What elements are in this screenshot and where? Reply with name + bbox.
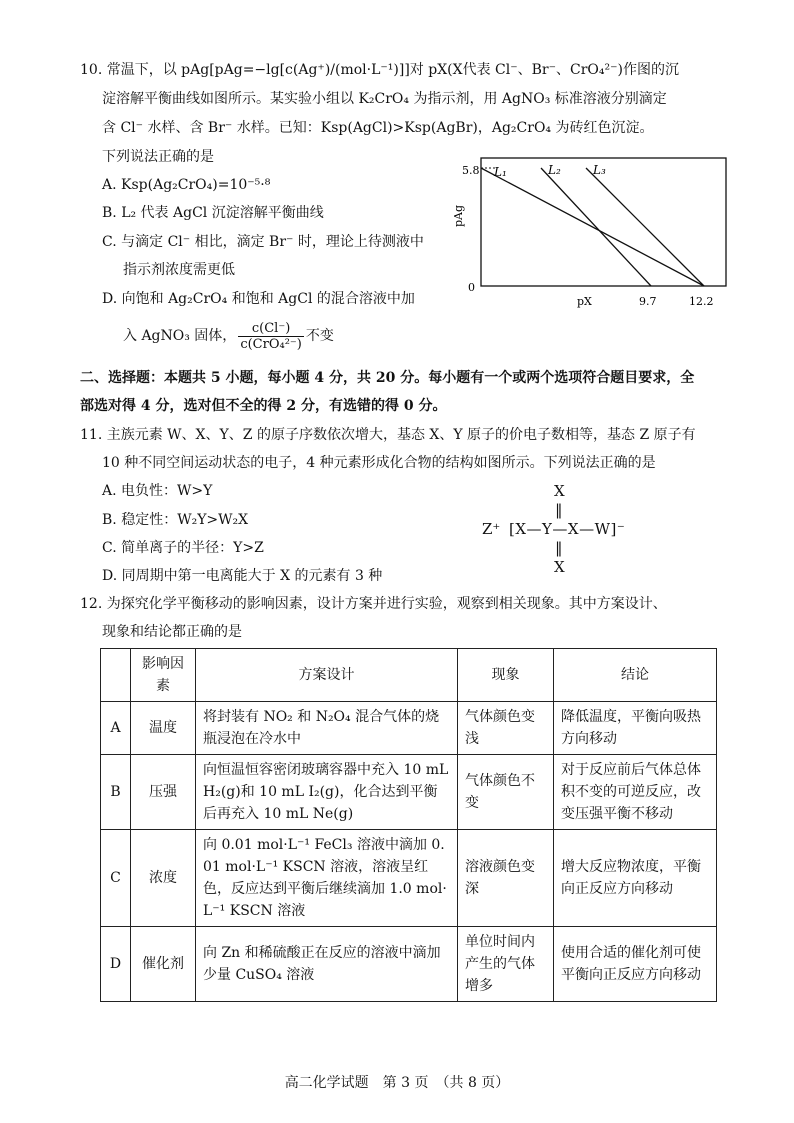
row-a-factor: 温度 — [131, 702, 196, 755]
section-2-line-1: 二、选择题：本题共 5 小题，每小题 4 分，共 20 分。每小题有一个或两个选项符合题目要求，全 — [80, 370, 695, 386]
y-axis-label: pAg — [452, 204, 465, 227]
q10-option-d-post: 不变 — [305, 328, 334, 344]
row-c-conclusion: 增大反应物浓度，平衡向正反应方向移动 — [554, 830, 717, 927]
fraction-denominator: c(CrO₄²⁻) — [240, 336, 302, 352]
q10-option-b: B. L₂ 代表 AgCl 沉淀溶解平衡曲线 — [102, 205, 324, 221]
y-tick-5-8: 5.8 — [462, 164, 480, 177]
row-c-index: C — [101, 830, 131, 927]
q10-option-c-line-1: C. 与滴定 Cl⁻ 相比，滴定 Br⁻ 时，理论上待测液中 — [102, 234, 424, 250]
precipitation-equilibrium-chart — [446, 150, 731, 310]
experiment-table — [100, 648, 717, 1002]
q10-line-3: 含 Cl⁻ 水样、含 Br⁻ 水样。已知：Ksp(AgCl)>Ksp(AgBr)，Ag₂CrO₄ 为砖红色沉淀。 — [102, 120, 654, 136]
curve-l2 — [541, 168, 651, 286]
q10-option-c-line-2: 指示剂浓度需更低 — [123, 262, 235, 278]
row-b-phenomenon: 气体颜色不变 — [458, 755, 554, 830]
fraction-numerator: c(Cl⁻) — [238, 321, 304, 337]
q11-line-1: 11. 主族元素 W、X、Y、Z 的原子序数依次增大，基态 X、Y 原子的价电子数相等，基态 Z 原子有 — [80, 427, 696, 443]
table-header-row — [101, 649, 717, 702]
q10-option-d-pre: 入 AgNO₃ 固体， — [123, 328, 237, 344]
q12-line-2: 现象和结论都正确的是 — [102, 624, 242, 640]
row-d-conclusion: 使用合适的催化剂可使平衡向正反应方向移动 — [554, 927, 717, 1002]
row-a-index: A — [101, 702, 131, 755]
row-a-design: 将封装有 NO₂ 和 N₂O₄ 混合气体的烧瓶浸泡在冷水中 — [196, 702, 458, 755]
section-2-line-2: 部选对得 4 分，选对但不全的得 2 分，有选错的得 0 分。 — [80, 398, 447, 414]
row-c-design: 向 0.01 mol·L⁻¹ FeCl₃ 溶液中滴加 0.01 mol·L⁻¹ KSCN 溶液，溶液呈红色，反应达到平衡后继续滴加 1.0 mol·L⁻¹ KSCN 溶液 — [196, 830, 458, 927]
q10-option-a: A. Ksp(Ag₂CrO₄)=10⁻⁵·⁸ — [102, 177, 271, 193]
row-a-conclusion: 降低温度，平衡向吸热方向移动 — [554, 702, 717, 755]
header-cell-factor: 影响因素 — [131, 649, 196, 702]
structure-top-double-bond: ‖ — [555, 501, 563, 519]
x-axis-label: pX — [577, 295, 592, 308]
chart-frame — [481, 158, 726, 286]
row-b-conclusion: 对于反应前后气体总体积不变的可逆反应，改变压强平衡不移动 — [554, 755, 717, 830]
row-d-phenomenon: 单位时间内产生的气体增多 — [458, 927, 554, 1002]
table-row — [101, 927, 717, 1002]
row-b-design: 向恒温恒容密闭玻璃容器中充入 10 mL H₂(g)和 10 mL I₂(g)，化合达到平衡后再充入 10 mL Ne(g) — [196, 755, 458, 830]
row-c-phenomenon: 溶液颜色变深 — [458, 830, 554, 927]
q10-fraction — [238, 321, 304, 352]
origin-label: 0 — [468, 281, 475, 294]
row-b-index: B — [101, 755, 131, 830]
table-row — [101, 755, 717, 830]
q10-line-1: 10. 常温下，以 pAg[pAg=−lg[c(Ag⁺)/(mol·L⁻¹)]]对 pX(X代表 Cl⁻、Br⁻、CrO₄²⁻)作图的沉 — [80, 62, 679, 78]
q10-prompt: 下列说法正确的是 — [102, 149, 214, 165]
header-cell-conclusion: 结论 — [554, 649, 717, 702]
x-tick-9-7: 9.7 — [639, 295, 657, 308]
q11-option-c: C. 简单离子的半径：Y>Z — [102, 540, 264, 556]
x-tick-12-2: 12.2 — [689, 295, 714, 308]
structure-cation: Z⁺ — [482, 520, 501, 538]
page-footer: 高二化学试题 第 3 页 （共 8 页） — [284, 1075, 510, 1091]
q11-line-2: 10 种不同空间运动状态的电子，4 种元素形成化合物的结构如图所示。下列说法正确的是 — [102, 455, 656, 471]
label-l2: L₂ — [548, 163, 561, 177]
structure-top-x: X — [554, 482, 565, 500]
q10-line-2: 淀溶解平衡曲线如图所示。某实验小组以 K₂CrO₄ 为指示剂，用 AgNO₃ 标准溶液分别滴定 — [102, 91, 667, 107]
q11-option-a: A. 电负性：W>Y — [102, 483, 213, 499]
header-cell-index — [101, 649, 131, 702]
row-d-index: D — [101, 927, 131, 1002]
structure-anion-chain: [X—Y—X—W]⁻ — [509, 520, 626, 538]
structure-bottom-x: X — [554, 558, 565, 576]
row-d-design: 向 Zn 和稀硫酸正在反应的溶液中滴加少量 CuSO₄ 溶液 — [196, 927, 458, 1002]
table-row — [101, 702, 717, 755]
header-cell-phenomenon: 现象 — [458, 649, 554, 702]
curve-l1 — [481, 168, 704, 286]
q12-line-1: 12. 为探究化学平衡移动的影响因素，设计方案并进行实验，观察到相关现象。其中方案设计、 — [80, 596, 667, 612]
row-d-factor: 催化剂 — [131, 927, 196, 1002]
q11-option-d: D. 同周期中第一电离能大于 X 的元素有 3 种 — [102, 568, 383, 584]
structure-bottom-double-bond: ‖ — [555, 539, 563, 557]
row-a-phenomenon: 气体颜色变浅 — [458, 702, 554, 755]
label-l1: L₁ — [494, 165, 507, 179]
row-c-factor: 浓度 — [131, 830, 196, 927]
label-l3: L₃ — [593, 163, 606, 177]
table-row — [101, 830, 717, 927]
q10-option-d-line-1: D. 向饱和 Ag₂CrO₄ 和饱和 AgCl 的混合溶液中加 — [102, 291, 415, 307]
q11-option-b: B. 稳定性：W₂Y>W₂X — [102, 512, 249, 528]
header-cell-design: 方案设计 — [196, 649, 458, 702]
q10-option-d-line-2 — [123, 320, 334, 352]
row-b-factor: 压强 — [131, 755, 196, 830]
curve-l3 — [586, 168, 704, 286]
compound-structure — [482, 482, 682, 576]
